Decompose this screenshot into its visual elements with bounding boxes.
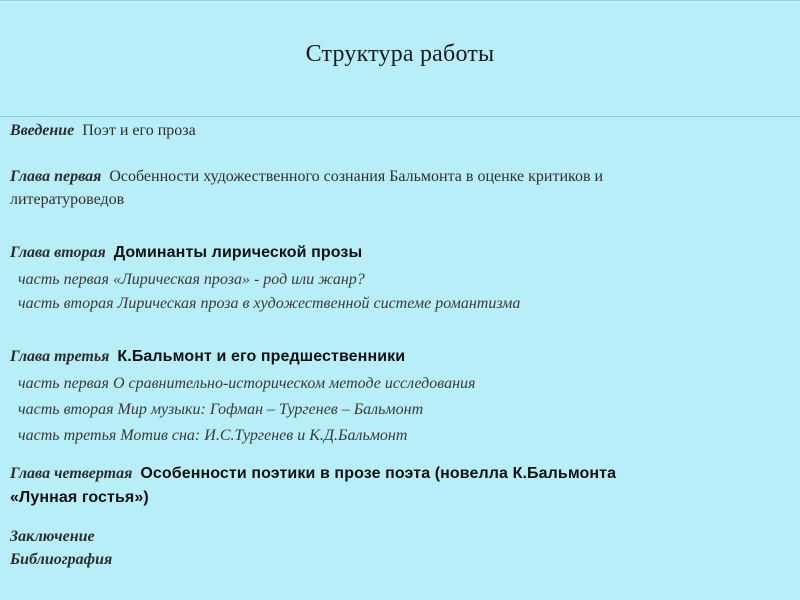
title-divider [0,116,800,117]
chapter3-part-2-text: часть вторая Мир музыки: Гофман – Тургенев – Бальмонт [18,401,424,418]
chapter1-text-line2: литературоведов [10,191,125,208]
chapter3-part-1 [18,375,475,393]
chapter2-line [10,244,362,262]
chapter3-line [10,348,405,366]
chapter1-continuation [10,191,124,209]
intro-label: Введение [10,122,75,139]
chapter4-title-line1: Особенности поэтики в прозе поэта (новелла К.Бальмонта [140,465,617,482]
chapter1-text-line1: Особенности художественного сознания Бальмонта в оценке критиков и [109,168,604,185]
chapter4-continuation [10,489,149,507]
chapter2-part-1-text: часть первая «Лирическая проза» - род или жанр? [18,271,365,288]
title-area [0,1,800,116]
chapter3-part-3-text: часть третья Мотив сна: И.С.Тургенев и К.Д.Бальмонт [18,427,408,444]
intro-text: Поэт и его проза [82,122,196,139]
chapter2-title: Доминанты лирической прозы [113,244,363,261]
chapter3-part-3 [18,427,407,445]
conclusion-line [10,528,95,546]
chapter2-label: Глава вторая [10,244,106,261]
chapter2-spacer [106,244,114,261]
intro-line [10,122,196,140]
chapter1-line [10,168,780,186]
slide-title: Структура работы [305,41,495,67]
conclusion-label: Заключение [10,528,95,545]
chapter2-part-2-text: часть вторая Лирическая проза в художественной системе романтизма [18,295,521,312]
chapter4-line [10,465,616,483]
chapter3-part-2 [18,401,423,419]
chapter1-label: Глава первая [10,168,102,185]
bibliography-line [10,551,112,569]
chapter4-label: Глава четвертая [10,465,133,482]
chapter3-title: К.Бальмонт и его предшественники [117,348,406,365]
chapter4-title-line2: «Лунная гостья») [10,489,149,506]
chapter3-label: Глава третья [10,348,110,365]
chapter2-part-1 [18,271,365,289]
bibliography-label: Библиография [10,551,113,568]
chapter2-part-2 [18,295,520,313]
chapter3-part-1-text: часть первая О сравнительно-историческом методе исследования [18,375,476,392]
